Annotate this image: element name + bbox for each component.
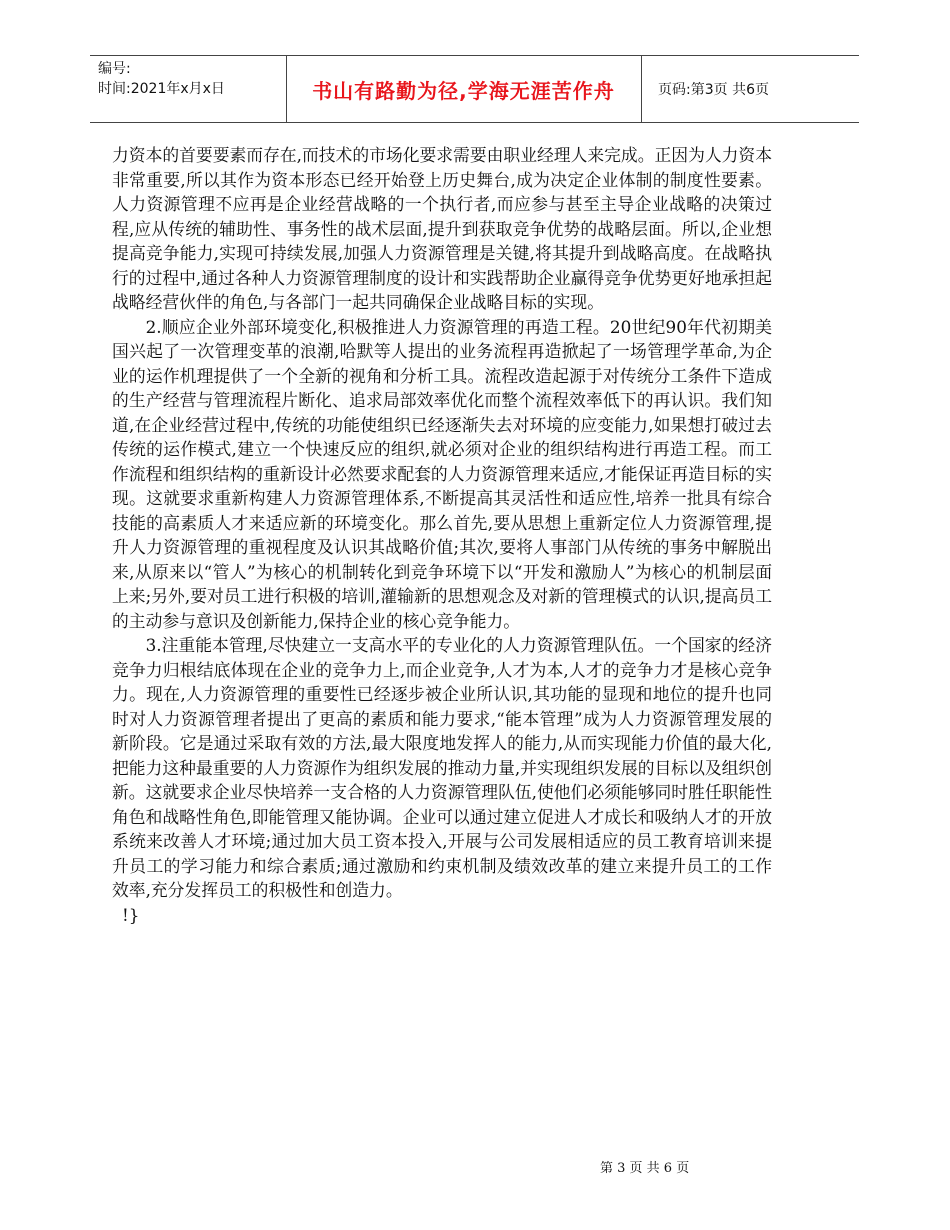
paragraph-section-2: 2.顺应企业外部环境变化,积极推进人力资源管理的再造工程。20世纪90年代初期美国兴起了一次管理变革的浪潮,哈默等人提出的业务流程再造掀起了一场管理学革命,为企业的运作机理提供了一个全新的视角和分析工具。流程改造起源于对传统分工条件下造成的生产经营与管理流程片断化、追求局部效率优化而整个流程效率低下的再认识。我们知道,在企业经营过程中,传统的功能使组织已经逐渐失去对环境的应变能力,如果想打破过去传统的运作模式,建立一个快速反应的组织,就必须对企业的组织结构进行再造工程。而工作流程和组织结构的重新设计必然要求配套的人力资源管理来适应,才能保证再造目标的实现。这就要求重新构建人力资源管理体系,不断提高其灵活性和适应性,培养一批具有综合技能的高素质人才来适应新的环境变化。那么首先,要从思想上重新定位人力资源管理,提升人力资源管理的重视程度及认识其战略价值;其次,要将人事部门从传统的事务中解脱出来,从原来以“管人”为核心的机制转化到竞争环境下以“开发和激励人”为核心的机制层面上来;另外,要对员工进行积极的培训,灌输新的思想观念及对新的管理模式的认识,提高员工的主动参与意识及创新能力,保持企业的核心竞争能力。 [112, 316, 772, 631]
paragraph-section-3: 3.注重能本管理,尽快建立一支高水平的专业化的人力资源管理队伍。一个国家的经济竞争力归根结底体现在企业的竞争力上,而企业竞争,人才为本,人才的竞争力才是核心竞争力。现在,人力资源管理的重要性已经逐步被企业所认识,其功能的显现和地位的提升也同时对人力资源管理者提出了更高的素质和能力要求,“能本管理”成为人力资源管理发展的新阶段。它是通过采取有效的方法,最大限度地发挥人的能力,从而实现能力价值的最大化,把能力这种最重要的人力资源作为组织发展的推动力量,并实现组织发展的目标以及组织创新。这就要求企业尽快培养一支合格的人力资源管理队伍,使他们必须能够同时胜任职能性角色和战略性角色,即能管理又能协调。企业可以通过建立促进人才成长和吸纳人才的开放系统来改善人才环境;通过加大员工资本投入,开展与公司发展相适应的员工教育培训来提升员工的学习能力和综合素质;通过激励和约束机制及绩效改革的建立来提升员工的工作效率,充分发挥员工的积极性和创造力。 [112, 635, 772, 900]
header-meta-cell [90, 56, 287, 122]
date-label: 时间:2021年x月x日 [98, 81, 225, 97]
document-body [112, 143, 772, 927]
footer-page-number: 第 3 页 共 6 页 [600, 1161, 690, 1176]
header-page-number: 页码:第3页 共6页 [658, 82, 769, 98]
header-page-cell [642, 56, 859, 122]
stray-symbols: !} [122, 904, 140, 925]
header-motto-cell [286, 56, 642, 122]
paragraph-continuation: 力资本的首要要素而存在,而技术的市场化要求需要由职业经理人来完成。正因为人力资本非常重要,所以其作为资本形态已经开始登上历史舞台,成为决定企业体制的制度性要素。人力资源管理不应再是企业经营战略的一个执行者,而应参与甚至主导企业战略的决策过程,应从传统的辅助性、事务性的战术层面,提升到获取竞争优势的战略层面。所以,企业想提高竞争能力,实现可持续发展,加强人力资源管理是关键,将其提升到战略高度。在战略执行的过程中,通过各种人力资源管理制度的设计和实践帮助企业赢得竞争优势更好地承担起战略经营伙伴的角色,与各部门一起共同确保企业战略目标的实现。 [112, 145, 772, 312]
serial-number-label: 编号: [98, 61, 131, 77]
page-header [90, 55, 859, 123]
motto-text: 书山有路勤为径,学海无涯苦作舟 [312, 78, 615, 103]
